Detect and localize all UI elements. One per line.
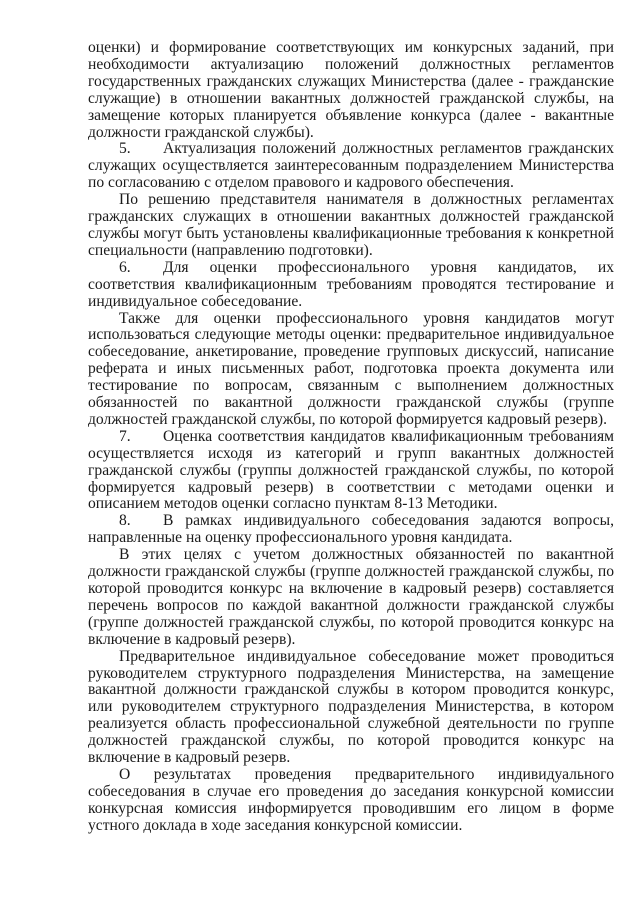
paragraph-number: 7. bbox=[119, 427, 131, 445]
paragraph-text: О результатах проведения предварительного индивидуального собеседования в случае его проведения до заседания конкурсной комиссии конкурсная комиссия информируется проводившим его лицом в форме устного доклада в ходе заседания конкурсной комиссии. bbox=[88, 765, 614, 834]
paragraph-7 bbox=[88, 429, 614, 514]
paragraph-8 bbox=[88, 513, 614, 547]
paragraph-text: В этих целях с учетом должностных обязанностей по вакантной должности гражданской службы (группе должностей гражданской службы, по которой проводится конкурс на включение в кадровый резерв) составляется перечень вопросов по каждой вакантной должности гражданской службы (группе должностей гражданской службы, по которой проводится конкурс на включение в кадровый резерв). bbox=[88, 546, 614, 648]
paragraph bbox=[88, 547, 614, 648]
paragraph-text: Актуализация положений должностных регламентов гражданских служащих осуществляется заинтересованным подразделением Министерства по согласованию с отделом правового и кадрового обеспечения. bbox=[88, 140, 614, 192]
paragraph-text: Оценка соответствия кандидатов квалификационным требованиям осуществляется исходя из категорий и групп вакантных должностей гражданской службы (группы должностей гражданской службы, по которой формируется кадровый резерв) в соответствии с методами оценки и описанием методов оценки согласно пунктам 8-13 Методики. bbox=[88, 427, 614, 513]
paragraph-6 bbox=[88, 260, 614, 311]
paragraph-text: По решению представителя нанимателя в должностных регламентах гражданских служащих в отношении вакантных должностей гражданской службы могут быть установлены квалификационные требования к конкретной специальности (направлению подготовки). bbox=[88, 191, 614, 259]
paragraph-text: Также для оценки профессионального уровня кандидатов могут использоваться следующие методы оценки: предварительное индивидуальное собеседование, анкетирование, проведение групповых дискуссий, написание реферата и иных письменных работ, подготовка проекта документа или тестирование по вопросам, связанным с выполнением должностных обязанностей по вакантной должности гражданской службы (группе должностей гражданской службы, по которой формируется кадровый резерв). bbox=[88, 309, 614, 428]
paragraph-5 bbox=[88, 141, 614, 192]
paragraph-text: Предварительное индивидуальное собеседование может проводиться руководителем структурного подразделения Министерства, на замещение вакантной должности гражданской службы в котором проводится конкурс, или руководителем структурного подразделения Министерства, в котором реализуется область профессиональной служебной деятельности по группе должностей гражданской службы, по которой проводится конкурс на включение в кадровый резерв. bbox=[88, 647, 614, 767]
paragraph-number: 6. bbox=[119, 258, 131, 276]
paragraph-number: 5. bbox=[119, 140, 131, 158]
paragraph bbox=[88, 192, 614, 260]
paragraph-number: 8. bbox=[119, 512, 131, 530]
paragraph-text: В рамках индивидуального собеседования задаются вопросы, направленные на оценку профессионального уровня кандидата. bbox=[88, 512, 614, 547]
paragraph-text: оценки) и формирование соответствующих им конкурсных заданий, при необходимости актуализацию положений должностных регламентов государственных гражданских служащих Министерства (далее - гражданские служащие) в отношении вакантных должностей гражданской службы, на замещение которых планируется объявление конкурса (далее - вакантные должности гражданской службы). bbox=[88, 39, 614, 141]
paragraph bbox=[88, 649, 614, 767]
paragraph bbox=[88, 767, 614, 835]
paragraph-continuation bbox=[88, 40, 614, 141]
paragraph bbox=[88, 311, 614, 429]
paragraph-text: Для оценки профессионального уровня кандидатов, их соответствия квалификационным требованиям проводятся тестирование и индивидуальное собеседование. bbox=[88, 258, 614, 310]
